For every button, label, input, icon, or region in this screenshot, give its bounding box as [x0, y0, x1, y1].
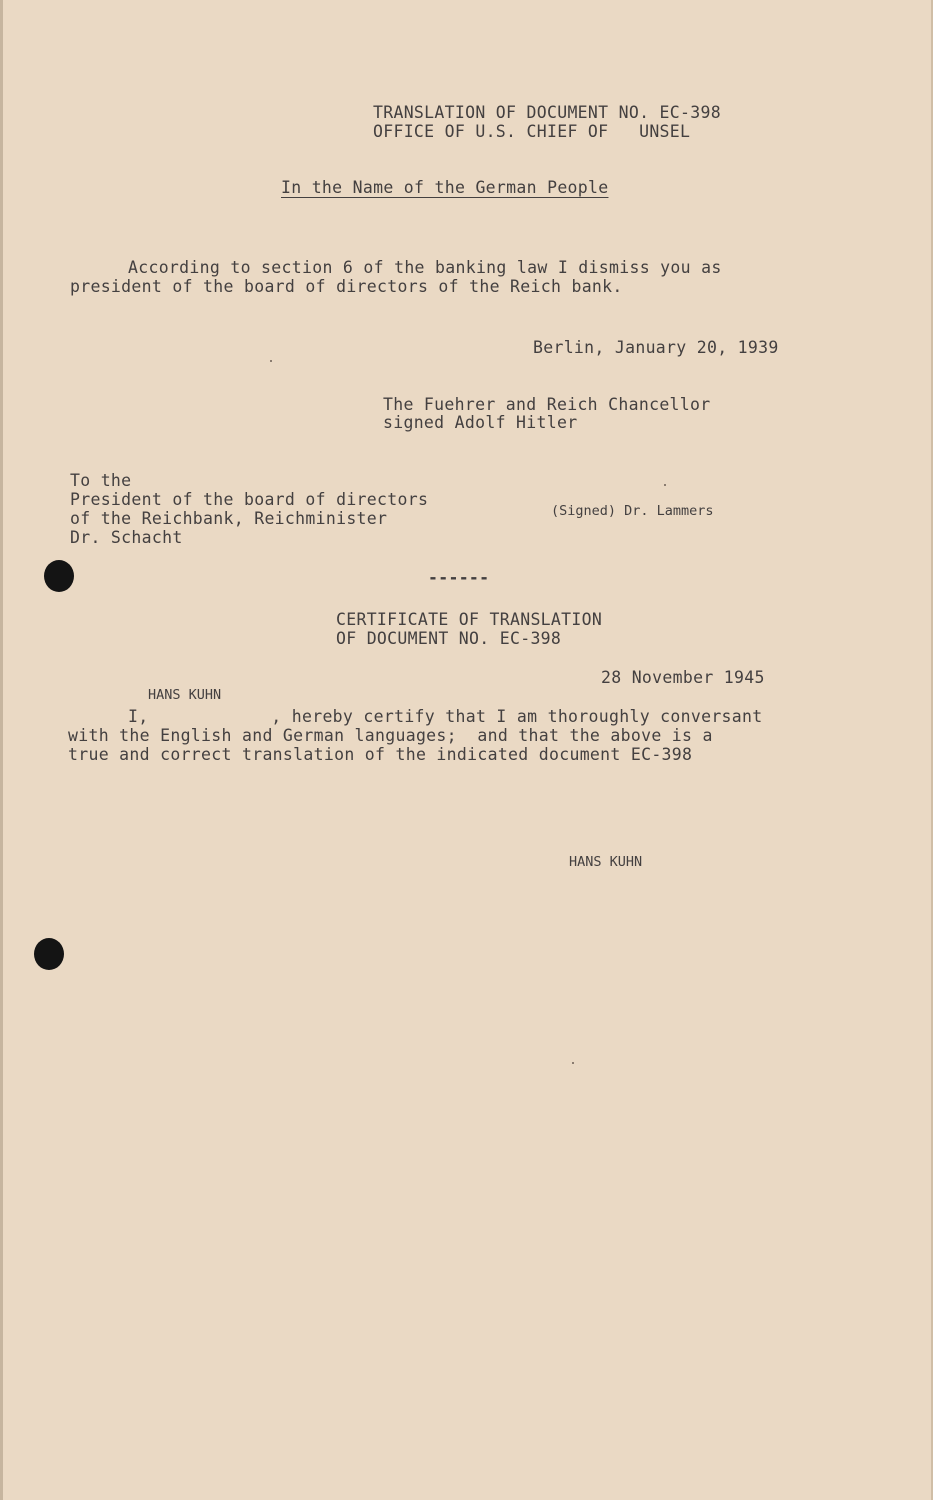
certificate-line-1: I, , hereby certify that I am thoroughly conversant	[128, 707, 763, 726]
signatory-line-1: The Fuehrer and Reich Chancellor	[383, 395, 711, 414]
separator-line: ------	[428, 568, 490, 587]
body-line-2: president of the board of directors of the Reich bank.	[70, 277, 623, 296]
certificate-title-1: CERTIFICATE OF TRANSLATION	[336, 610, 603, 629]
addressee-line-4: Dr. Schacht	[70, 528, 183, 547]
place-date: Berlin, January 20, 1939	[533, 338, 779, 357]
ink-speck	[664, 484, 666, 486]
translator-signature: HANS KUHN	[569, 854, 643, 870]
countersignature: (Signed) Dr. Lammers	[551, 503, 714, 519]
addressee-line-1: To the	[70, 471, 132, 490]
certificate-line-2: with the English and German languages; and that the above is a	[68, 726, 713, 745]
body-line-1: According to section 6 of the banking law I dismiss you as	[128, 258, 722, 277]
certificate-line-3: true and correct translation of the indicated document EC-398	[68, 745, 693, 764]
punch-hole-icon	[34, 938, 64, 970]
translator-name-inserted: HANS KUHN	[148, 687, 222, 703]
ink-speck	[270, 360, 272, 362]
document-title: In the Name of the German People	[281, 178, 609, 197]
signatory-line-2: signed Adolf Hitler	[383, 413, 578, 432]
certificate-date: 28 November 1945	[601, 668, 765, 687]
header-line-1: TRANSLATION OF DOCUMENT NO. EC-398	[373, 103, 721, 122]
addressee-line-2: President of the board of directors	[70, 490, 429, 509]
punch-hole-icon	[44, 560, 74, 592]
addressee-line-3: of the Reichbank, Reichminister	[70, 509, 388, 528]
header-line-2: OFFICE OF U.S. CHIEF OF UNSEL	[373, 122, 691, 141]
certificate-title-2: OF DOCUMENT NO. EC-398	[336, 629, 562, 648]
ink-speck	[572, 1062, 574, 1064]
